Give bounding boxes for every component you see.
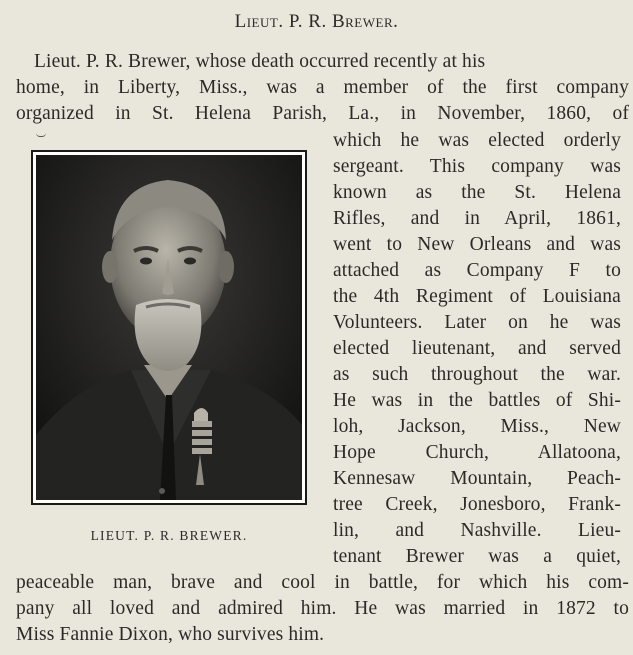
text-line-15: loh, Jackson, Miss., New <box>333 416 621 437</box>
portrait-frame <box>31 150 307 505</box>
text-line-17: Kennesaw Mountain, Peach- <box>333 468 621 489</box>
text-line-18: tree Creek, Jonesboro, Frank- <box>333 494 621 515</box>
text-line-13: as such throughout the war. <box>333 364 621 385</box>
text-line-16: Hope Church, Allatoona, <box>333 442 621 463</box>
printed-mark <box>36 133 46 137</box>
text-line-9: attached as Company F to <box>333 260 621 281</box>
text-line-4: which he was elected orderly <box>333 130 621 151</box>
text-line-23: Miss Fannie Dixon, who survives him. <box>16 624 325 645</box>
text-line-10: the 4th Regiment of Louisiana <box>333 286 621 307</box>
text-line-19: lin, and Nashville. Lieu- <box>333 520 621 541</box>
text-line-12: elected lieutenant, and served <box>333 338 621 359</box>
text-line-3: organized in St. Helena Parish, La., in November, 1860, of <box>16 103 629 124</box>
text-line-5: sergeant. This company was <box>333 156 621 177</box>
portrait-caption: LIEUT. P. R. BREWER. <box>90 528 248 543</box>
text-line-11: Volunteers. Later on he was <box>333 312 621 333</box>
text-line-2: home, in Liberty, Miss., was a member of the first company <box>16 77 629 98</box>
text-line-1: Lieut. P. R. Brewer, whose death occurred recently at his <box>34 51 486 72</box>
text-line-7: Rifles, and in April, 1861, <box>333 208 621 229</box>
text-line-14: He was in the battles of Shi- <box>333 390 621 411</box>
portrait-photo <box>36 155 302 500</box>
text-line-21: peaceable man, brave and cool in battle, for which his com- <box>16 572 629 593</box>
article-heading: Lieut. P. R. Brewer. <box>234 11 399 32</box>
text-line-6: known as the St. Helena <box>333 182 621 203</box>
text-line-20: tenant Brewer was a quiet, <box>333 546 621 567</box>
text-line-22: pany all loved and admired him. He was married in 1872 to <box>16 598 629 619</box>
text-line-8: went to New Orleans and was <box>333 234 621 255</box>
